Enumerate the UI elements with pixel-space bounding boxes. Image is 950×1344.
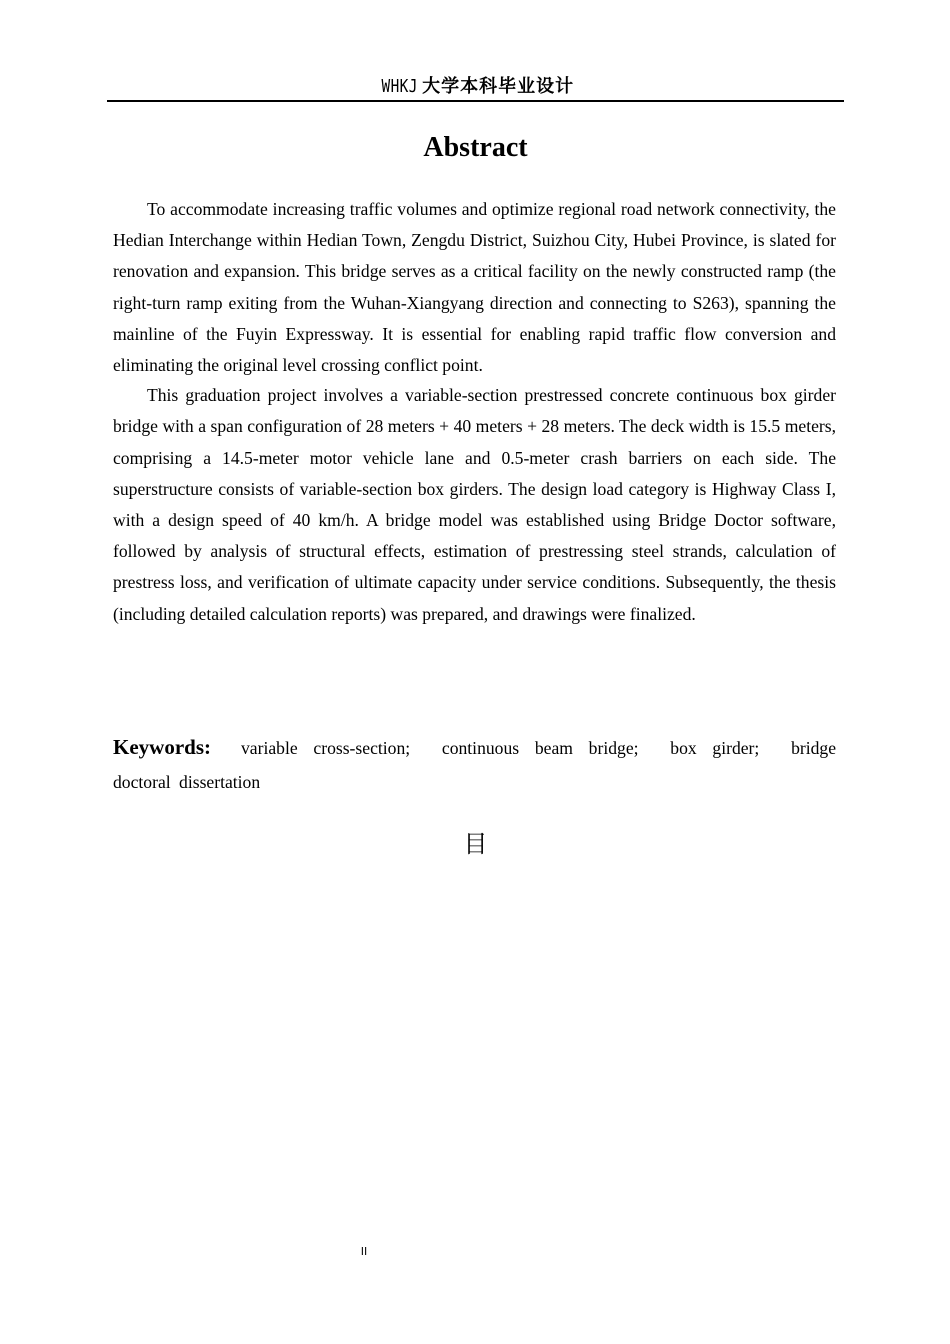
keyword-item: box girder; — [670, 738, 760, 758]
abstract-body — [113, 194, 836, 630]
page-title: Abstract — [423, 132, 528, 163]
toc-heading: 目 — [463, 830, 488, 858]
keywords-label: Keywords: — [113, 735, 211, 759]
keywords-block — [113, 730, 836, 799]
keyword-item: bridge doctoral dissertation — [113, 738, 837, 792]
keyword-item: variable cross-section; — [241, 738, 411, 758]
header-document-type: 大学本科毕业设计 — [422, 76, 575, 97]
header-university-abbrev: WHKJ — [381, 76, 418, 97]
abstract-paragraph-2: This graduation project involves a variable-section prestressed concrete continuous box girder bridge with a span configuration of 28 meters + 40 meters + 28 meters. The deck width is 15.5 meters, comprising a 14.5-meter motor vehicle lane and 0.5-meter crash barriers on each side. The superstructure consists of variable-section box girders. The design load category is Highway Class I, with a design speed of 40 km/h. A bridge model was established using Bridge Doctor software, followed by analysis of structural effects, estimation of prestressing steel strands, calculation of prestress loss, and verification of ultimate capacity under service conditions. Subsequently, the thesis (including detailed calculation reports) was prepared, and drawings were finalized. — [113, 385, 836, 624]
header-divider — [107, 100, 844, 102]
running-header — [107, 74, 844, 100]
abstract-paragraph-1: To accommodate increasing traffic volumes and optimize regional road network connectivity, the Hedian Interchange within Hedian Town, Zengdu District, Suizhou City, Hubei Province, is slated for renovation and expansion. This bridge serves as a critical facility on the newly constructed ramp (the right-turn ramp exiting from the Wuhan-Xiangyang direction and connecting to S263), spanning the mainline of the Fuyin Expressway. It is essential for enabling rapid traffic flow conversion and eliminating the original level crossing conflict point. — [113, 199, 836, 376]
keyword-item: continuous beam bridge; — [441, 738, 639, 758]
page-number: II — [360, 1245, 368, 1258]
